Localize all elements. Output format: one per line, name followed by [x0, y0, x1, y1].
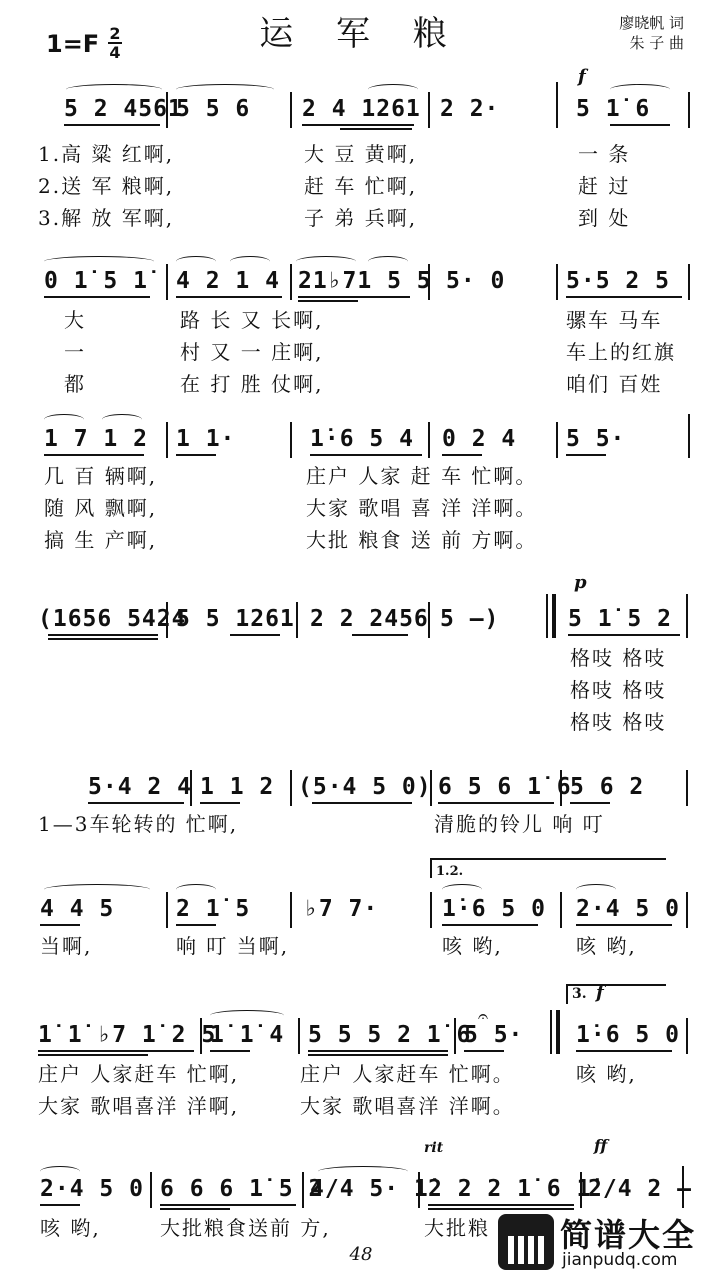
measure-note: 21♭71 5 5	[298, 268, 432, 294]
measure-note: 5· 0	[446, 268, 506, 294]
measure-note: (1656 5424	[38, 606, 187, 632]
lyric-verse-1: 庄户 人家 赶 车 忙啊。	[306, 464, 538, 488]
measure-note: 2 4 1261	[302, 96, 421, 122]
lyric-verse-2: 大家 歌唱喜洋 洋啊。	[300, 1094, 515, 1118]
measure-note: 2 2 2456	[310, 606, 429, 632]
lyric-verse-3: 大批 粮食 送 前 方啊。	[306, 528, 538, 552]
measure-note: 0 1̇ 5 1̇	[44, 268, 148, 294]
volta-1-2: 1.2.	[436, 864, 464, 879]
measure-note: 2/4 2 —	[588, 1176, 692, 1202]
lyric-verse-3: 在 打 胜 仗啊,	[180, 372, 324, 396]
measure-note: (5·4 5 0)	[298, 774, 432, 800]
dynamic-fortissimo: ff	[594, 1136, 608, 1155]
measure-note: 6 6 6 1̇ 5 2	[160, 1176, 324, 1202]
lyric-coda: 大批粮	[424, 1216, 490, 1240]
measure-note: 1̇ 1̇ 4	[210, 1022, 285, 1048]
lyric-verse-3: 咱们 百姓	[566, 372, 663, 396]
lyric-verse-1: 大	[64, 308, 86, 332]
lyric-verse-3: 子 弟 兵啊,	[304, 206, 418, 230]
lyric-verse-2: 2.送 军 粮啊,	[38, 174, 175, 198]
lyric-verse-2: 村 又 一 庄啊,	[180, 340, 324, 364]
measure-note: 5 6 2	[570, 774, 645, 800]
measure-note: 1̇·6 5 0	[576, 1022, 680, 1048]
lyric-refrain: 1—3车轮转的 忙啊,	[38, 812, 239, 836]
lyric-verse-3: 到 处	[578, 206, 631, 230]
time-sig-top: 2	[109, 24, 121, 43]
lyric-verse-3: 3.解 放 军啊,	[38, 206, 175, 230]
lyric-verse-1: 咳 哟,	[576, 1062, 637, 1086]
measure-note: 1 1·	[176, 426, 236, 452]
page-title: 运 军 粮	[259, 14, 463, 54]
measure-note: 5 5 6	[176, 96, 251, 122]
measure-note: 5·5 2 5	[566, 268, 670, 294]
measure-note: 5·4 2 4	[88, 774, 192, 800]
volta-3: 3.	[572, 986, 587, 1002]
measure-note: 5 1̇ 5 2	[568, 606, 672, 632]
lyric-verse-1: 大 豆 黄啊,	[304, 142, 418, 166]
lyric-verse-2: 大家 歌唱 喜 洋 洋啊。	[306, 496, 538, 520]
composer-credit: 朱 子 曲	[629, 34, 684, 52]
time-sig-bottom: 4	[109, 43, 121, 62]
measure-note: 5 5·	[566, 426, 626, 452]
lyric-refrain: 咳 哟,	[442, 934, 503, 958]
watermark-brand: 简谱大全	[560, 1216, 697, 1254]
measure-note: 2·4 5 0	[40, 1176, 144, 1202]
measure-note: ♭7 7·	[304, 896, 379, 922]
measure-note: 5 1̇ 6	[576, 96, 651, 122]
measure-note: 5 5 1261	[176, 606, 295, 632]
dynamic-piano: p	[574, 572, 587, 593]
measure-note: 1̇·6 5 0	[442, 896, 546, 922]
measure-note: 2 1̇ 5	[176, 896, 251, 922]
lyric-verse-1: 格吱 格吱	[570, 646, 667, 670]
measure-note: 4 4 5	[40, 896, 115, 922]
measure-note: 5 2 4561	[64, 96, 183, 122]
lyric-verse-3: 格吱 格吱	[570, 710, 667, 734]
lyric-verse-2: 随 风 飘啊,	[44, 496, 158, 520]
lyric-verse-1: 骡车 马车	[566, 308, 663, 332]
lyric-verse-2: 车上的红旗	[566, 340, 676, 364]
lyric-verse-2: 赶 车 忙啊,	[304, 174, 418, 198]
lyric-verse-2: 格吱 格吱	[570, 678, 667, 702]
time-signature	[108, 26, 122, 60]
lyric-verse-1: 路 长 又 长啊,	[180, 308, 324, 332]
ritardando: rit	[424, 1140, 444, 1156]
page-number: 48	[349, 1244, 373, 1265]
measure-note: 1 7 1 2	[44, 426, 148, 452]
dynamic-forte: f	[596, 982, 604, 1003]
watermark	[498, 1210, 718, 1274]
measure-note: 1̇·6 5 4	[310, 426, 414, 452]
lyric-verse-2: 一	[64, 340, 86, 364]
lyric-refrain: 咳 哟,	[576, 934, 637, 958]
measure-note: 0 2 4	[442, 426, 517, 452]
fermata: 𝄐	[478, 1006, 489, 1027]
measure-note: 4/4 5· 1̇	[310, 1176, 429, 1202]
watermark-site: jianpudq.com	[562, 1250, 678, 1270]
dynamic-forte: f	[578, 66, 586, 87]
measure-note: 4 2 1 4	[176, 268, 280, 294]
lyricist-credit: 廖晓帆 词	[619, 14, 684, 32]
lyric-refrain: 当啊,	[40, 934, 93, 958]
measure-note: 1̇ 1̇ ♭7 1̇ 2 5	[38, 1022, 217, 1048]
lyric-refrain: 清脆的铃儿 响 叮	[434, 812, 605, 836]
measure-note: 2·4 5 0	[576, 896, 680, 922]
piano-keys-icon	[498, 1214, 554, 1270]
measure-note: 5 5 5 2 1̇ 6	[308, 1022, 472, 1048]
lyric-verse-3: 搞 生 产啊,	[44, 528, 158, 552]
lyric-coda: 咳 哟,	[40, 1216, 101, 1240]
measure-note: 5 —)	[440, 606, 500, 632]
lyric-verse-1: 几 百 辆啊,	[44, 464, 158, 488]
measure-note: 1 1 2	[200, 774, 275, 800]
lyric-verse-2: 赶 过	[578, 174, 631, 198]
lyric-verse-1: 庄户 人家赶车 忙啊,	[38, 1062, 240, 1086]
key-signature: 1=F	[46, 30, 100, 58]
measure-note: 6 5 6 1̇ 6	[438, 774, 572, 800]
lyric-verse-3: 都	[64, 372, 86, 396]
lyric-verse-2: 大家 歌唱喜洋 洋啊,	[38, 1094, 240, 1118]
measure-note: 5 5·	[464, 1022, 524, 1048]
lyric-verse-1: 庄户 人家赶车 忙啊。	[300, 1062, 515, 1086]
lyric-coda: 大批粮食送前 方,	[160, 1216, 331, 1240]
measure-note: 2 2 2 1̇ 6 1̇	[428, 1176, 592, 1202]
lyric-verse-1: 一 条	[578, 142, 631, 166]
lyric-verse-1: 1.高 粱 红啊,	[38, 142, 175, 166]
measure-note: 2 2·	[440, 96, 500, 122]
lyric-refrain: 响 叮 当啊,	[176, 934, 290, 958]
